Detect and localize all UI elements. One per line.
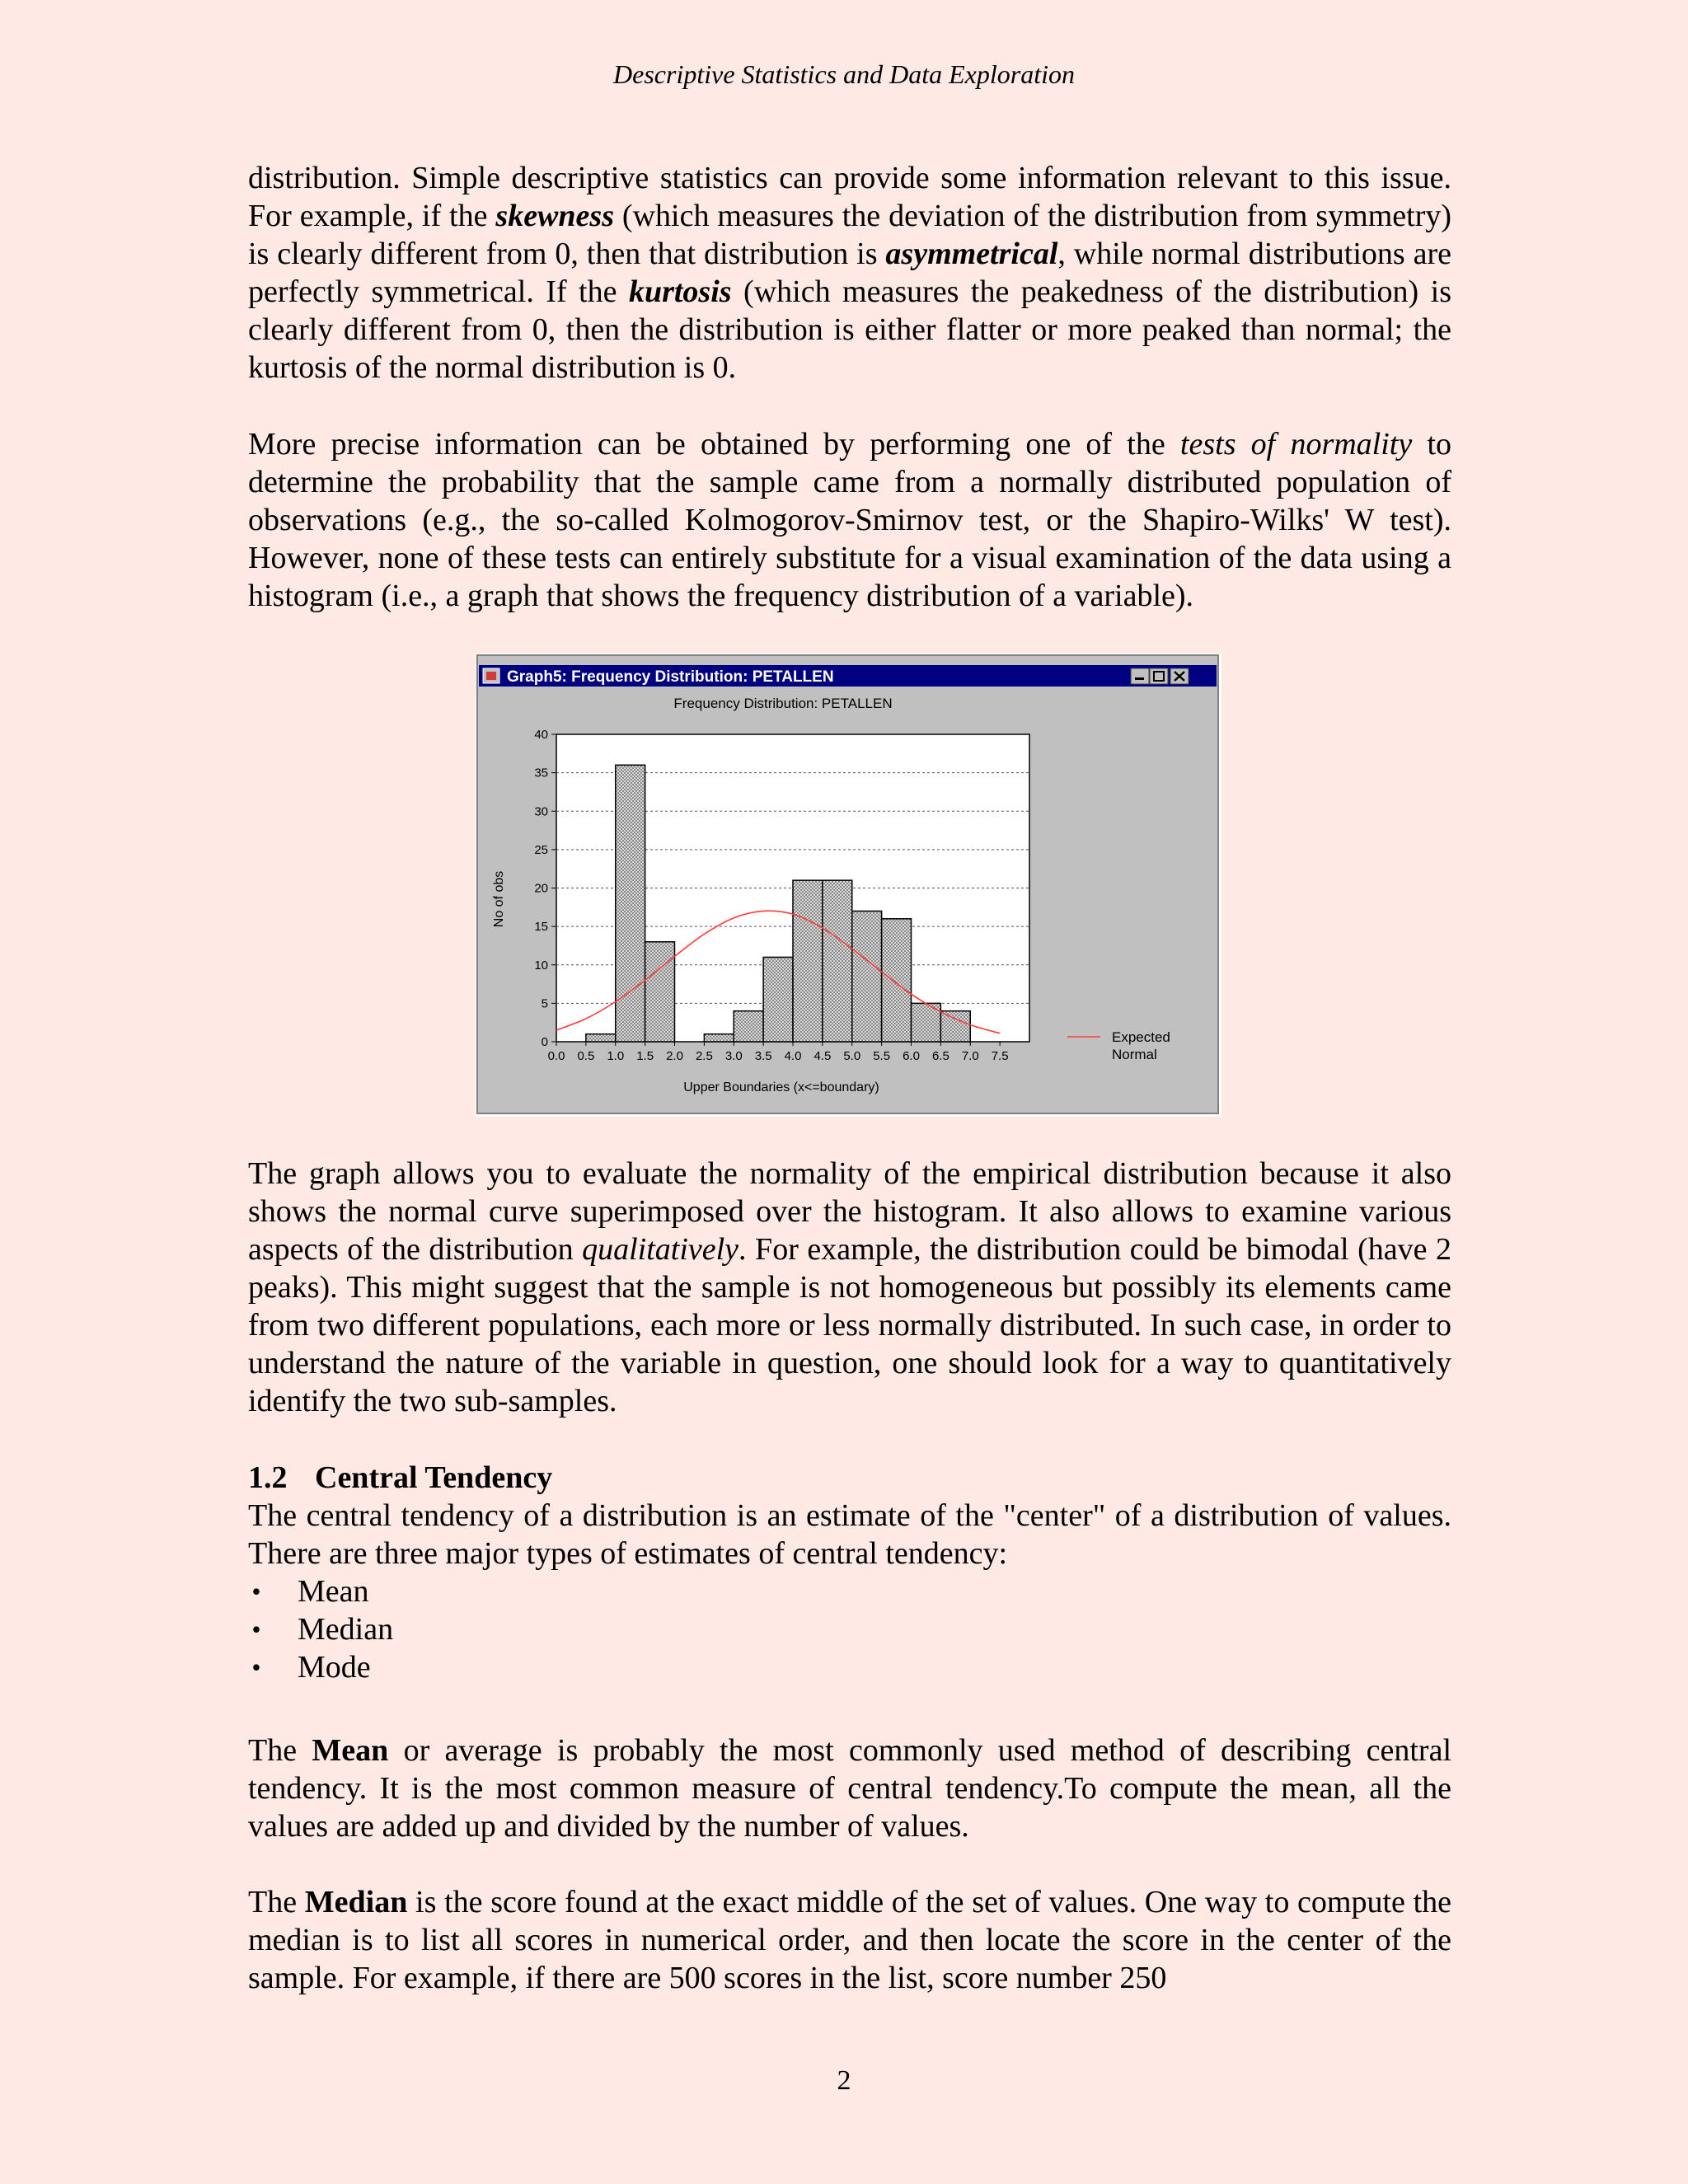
x-tick-label: 3.0 [724,1049,743,1063]
x-tick-label: 2.5 [695,1049,713,1063]
page-number: 2 [837,2065,851,2096]
bullet-icon: • [251,1615,261,1644]
x-tick-label: 0.5 [577,1049,595,1063]
histogram-figure [476,654,1221,1117]
legend-label-line1: Expected [1112,1029,1170,1045]
chart-title: Frequency Distribution: PETALLEN [673,696,893,711]
term-median: Median [304,1885,408,1919]
legend-label-line2: Normal [1112,1047,1157,1062]
paragraph-mean: The Mean or average is probably the most commonly used method of describing central tendency. It is the most common measure of central tendency.To compute the mean, all the values are added up and divided by the number of values. [248,1733,1451,1844]
term-tests-of-normality: tests of normality [1179,427,1413,462]
x-tick-label: 4.5 [814,1049,832,1063]
histogram-bar [882,919,912,1042]
bullet-icon: • [251,1577,261,1606]
minimize-button[interactable] [1131,668,1149,684]
section-central-tendency [248,1459,1451,1686]
app-icon-inner [486,672,496,680]
histogram-bar [940,1011,970,1042]
x-tick-label: 1.0 [607,1049,625,1063]
x-tick-label: 7.0 [961,1049,979,1063]
histogram-bar [704,1034,734,1042]
minimize-icon [1135,677,1144,680]
page-header: Descriptive Statistics and Data Exploration [613,59,1075,89]
histogram-bar [616,765,645,1042]
y-tick-label: 5 [541,996,548,1011]
histogram-bar [793,880,823,1042]
histogram-bar [823,880,852,1042]
y-tick-label: 10 [534,958,548,972]
x-tick-label: 5.0 [843,1049,861,1063]
histogram-bar [586,1034,616,1042]
y-tick-label: 20 [534,881,548,896]
bullet-icon: • [251,1652,261,1682]
x-tick-label: 6.0 [903,1049,920,1063]
y-tick-label: 35 [534,766,548,780]
histogram-bar [763,957,793,1042]
paragraph-median: The Median is the score found at the exact middle of the set of values. One way to compute the median is to list all scores in numerical order, and then locate the score in the center of the sample. For example, if there are 500 scores in the list, score number 250 [248,1885,1451,1995]
window-title: Graph5: Frequency Distribution: PETALLEN [507,668,834,686]
y-tick-label: 40 [534,728,548,742]
x-tick-label: 2.0 [666,1049,683,1063]
paragraph-tests-of-normality: More precise information can be obtained by performing one of the tests of normality to determine the probability that the sample came from a normally distributed population of observations (e.g., the so-called Kolmogorov-Smirnov test, or the Shapiro-Wilks' W test). However, none of these tests can entirely substitute for a visual examination of the data using a histogram (i.e., a graph that shows the frequency distribution of a variable). [248,427,1451,613]
list-item: • Median [248,1610,1451,1648]
x-tick-label: 5.5 [873,1049,891,1063]
central-tendency-list [248,1572,1451,1686]
term-qualitatively: qualitatively [582,1232,739,1267]
x-tick-label: 1.5 [636,1049,654,1063]
x-tick-label: 6.5 [931,1049,950,1063]
term-asymmetrical: asymmetrical [885,237,1058,271]
x-tick-label: 4.0 [784,1049,802,1063]
x-tick-label: 7.5 [991,1049,1009,1063]
paragraph-graph-evaluation: The graph allows you to evaluate the normality of the empirical distribution because it also shows the normal curve superimposed over the histogram. It also allows to examine various aspects of the distribution qualitatively. For example, the distribution could be bimodal (have 2 peaks). This might suggest that the sample is not homogeneous but possibly its elements came from two different populations, each more or less normally distributed. In such case, in order to understand the nature of the variable in question, one should look for a way to quantitatively identify the two sub-samples. [248,1156,1452,1418]
histogram-bar [852,911,882,1042]
y-axis-label: No of obs [492,870,506,928]
y-tick-label: 15 [534,920,548,935]
list-item: • Mean [248,1572,1451,1610]
y-tick-label: 25 [534,842,548,857]
x-tick-label: 3.5 [754,1049,772,1063]
section-intro: The central tendency of a distribution is an estimate of the "center" of a distribution of values. There are three major types of estimates of central tendency: [248,1498,1451,1571]
section-number: 1.2 [248,1460,288,1495]
term-mean: Mean [312,1733,389,1768]
close-button[interactable] [1170,668,1189,684]
x-tick-label: 0.0 [547,1049,565,1063]
histogram-bar [645,942,675,1042]
x-axis-label: Upper Boundaries (x<=boundary) [683,1080,879,1094]
maximize-button[interactable] [1150,668,1168,684]
histogram-bar [734,1011,763,1042]
y-tick-label: 0 [541,1035,548,1049]
list-item: • Mode [248,1648,1451,1686]
term-kurtosis: kurtosis [628,274,732,309]
term-skewness: skewness [495,199,614,233]
paragraph-normality-intro: distribution. Simple descriptive statistics can provide some information relevant to this issue. For example, if the skewness (which measures the deviation of the distribution from symmetry) is clearly different from 0, then that distribution is asymmetrical, while normal distributions are perfectly symmetrical. If the kurtosis (which measures the peakedness of the distribution) is clearly different from 0, then the distribution is either flatter or more peaked than normal; the kurtosis of the normal distribution is 0. [248,161,1452,385]
histogram-window [476,654,1221,1117]
section-title: Central Tendency [315,1460,553,1495]
section-heading [248,1459,1451,1497]
y-tick-label: 30 [534,804,548,819]
